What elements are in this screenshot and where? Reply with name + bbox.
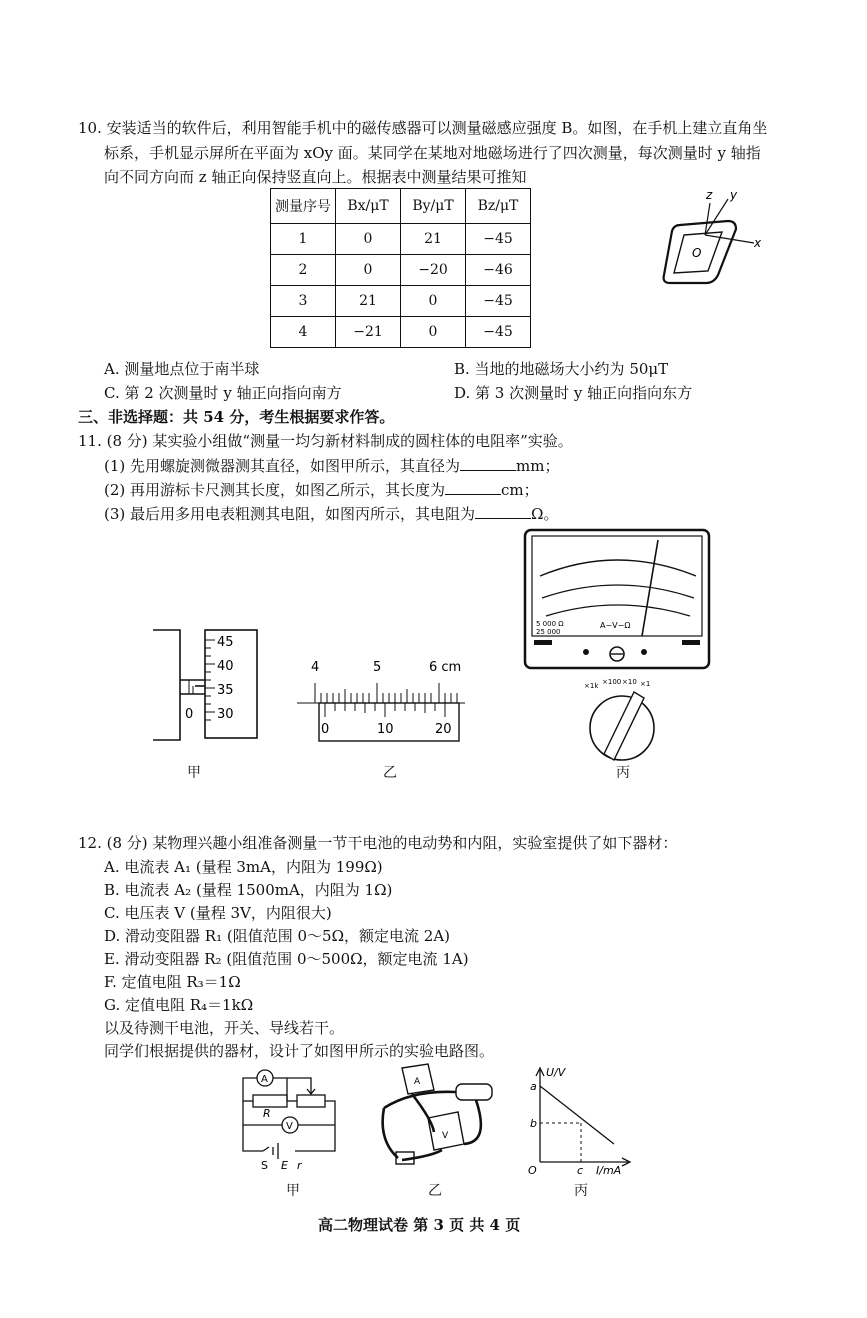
ammeter-symbol: A: [261, 1074, 268, 1085]
q12-item: B. 电流表 A₂ (量程 1500mA，内阻为 1Ω): [104, 881, 393, 899]
axis-x-label: x: [754, 236, 762, 250]
table-cell: 2: [271, 255, 336, 286]
axis-y-label: y: [730, 188, 738, 202]
table-cell: 0: [336, 255, 401, 286]
table-cell: −21: [336, 317, 401, 348]
micrometer-label: 40: [217, 659, 234, 674]
table-cell: −20: [401, 255, 466, 286]
origin-label: O: [692, 246, 702, 260]
caliper-vernier-label: 10: [377, 722, 394, 737]
table-row: [271, 255, 531, 286]
table-cell: 3: [271, 286, 336, 317]
graph-x-label: I/mA: [596, 1164, 622, 1177]
table-header: Bx/μT: [336, 189, 401, 224]
emf-label: E: [281, 1159, 288, 1172]
apparatus-voltmeter: V: [442, 1131, 449, 1141]
meter-low-label: 25 000: [536, 628, 561, 636]
q10-line1: 10. 安装适当的软件后，利用智能手机中的磁传感器可以测量磁感应强度 B。如图，在手机上建立直角坐: [78, 119, 768, 137]
q10-line3: 向不同方向而 z 轴正向保持竖直向上。根据表中测量结果可推知: [104, 168, 527, 186]
table-cell: −46: [466, 255, 531, 286]
q11-part2-text: (2) 再用游标卡尺测其长度，如图乙所示，其长度为: [104, 481, 446, 499]
micrometer-label: 45: [217, 635, 234, 650]
micrometer-zero: 0: [185, 707, 194, 722]
table-cell: 1: [271, 224, 336, 255]
figure-caption: 乙: [428, 1183, 442, 1199]
circuit-figure: [235, 1063, 345, 1178]
apparatus-figure: [372, 1060, 502, 1175]
answer-blank[interactable]: [475, 504, 531, 519]
caliper-figure: [295, 655, 470, 745]
figure-caption: 甲: [187, 765, 201, 781]
phone-axes-figure: [650, 185, 770, 295]
q11-part1-text: (1) 先用螺旋测微器测其直径，如图甲所示，其直径为: [104, 457, 461, 475]
table-header: Bz/μT: [466, 189, 531, 224]
answer-blank[interactable]: [445, 480, 501, 495]
knob-label: ×100: [602, 678, 622, 686]
q10-line2: 标系，手机显示屏所在平面为 xOy 面。某同学在某地对地磁场进行了四次测量，每次测量时 y 轴指: [104, 144, 761, 162]
micrometer-label: 30: [217, 707, 234, 722]
section-3-heading: 三、非选择题：共 54 分，考生根据要求作答。: [78, 408, 395, 426]
table-cell: 0: [336, 224, 401, 255]
voltmeter-symbol: V: [286, 1121, 293, 1132]
knob-label: ×1: [640, 680, 651, 688]
q11-part2-unit: cm；: [501, 481, 539, 499]
q11-part3-unit: Ω。: [531, 505, 559, 523]
meter-low-label: 5 000 Ω: [536, 620, 564, 628]
table-row: [271, 317, 531, 348]
q10-option-d: D. 第 3 次测量时 y 轴正向指向东方: [454, 384, 693, 402]
table-header: 测量序号: [271, 189, 336, 224]
q12-item: F. 定值电阻 R₃＝1Ω: [104, 973, 241, 991]
q11-part1-unit: mm；: [516, 457, 560, 475]
internal-resistance-label: r: [297, 1159, 302, 1172]
micrometer-label: 35: [217, 683, 234, 698]
q11-stem: 11. (8 分) 某实验小组做“测量一均匀新材料制成的圆柱体的电阻率”实验。: [78, 432, 573, 450]
q11-part3: [104, 503, 558, 524]
apparatus-ammeter: A: [414, 1077, 421, 1087]
q12-item: D. 滑动变阻器 R₁ (阻值范围 0～5Ω，额定电流 2A): [104, 927, 451, 945]
q10-option-b: B. 当地的地磁场大小约为 50μT: [454, 360, 669, 378]
q12-item: E. 滑动变阻器 R₂ (阻值范围 0～500Ω，额定电流 1A): [104, 950, 469, 968]
graph-y-label: U/V: [546, 1066, 566, 1079]
resistor-label: R: [263, 1107, 271, 1120]
table-cell: 4: [271, 317, 336, 348]
micrometer-figure: [145, 628, 265, 743]
q12-stem: 12. (8 分) 某物理兴趣小组准备测量一节干电池的电动势和内阻，实验室提供了如下器材：: [78, 834, 678, 852]
knob-label: ×10: [622, 678, 637, 686]
table-row: [271, 286, 531, 317]
ui-graph: [520, 1062, 635, 1177]
graph-point-a: a: [530, 1080, 537, 1093]
figure-caption: 丙: [574, 1183, 588, 1199]
table-cell: 21: [401, 224, 466, 255]
caliper-vernier-label: 0: [321, 722, 330, 737]
table-cell: 0: [401, 286, 466, 317]
knob-label: ×1k: [584, 682, 599, 690]
table-cell: 0: [401, 317, 466, 348]
figure-caption: 甲: [286, 1183, 300, 1199]
figure-caption: 乙: [383, 765, 397, 781]
switch-label: S: [261, 1159, 268, 1172]
graph-origin: O: [528, 1164, 537, 1177]
multimeter-figure: [520, 528, 715, 768]
table-header: By/μT: [401, 189, 466, 224]
graph-point-c: c: [577, 1164, 584, 1177]
caliper-vernier-label: 20: [435, 722, 452, 737]
table-row: [271, 224, 531, 255]
answer-blank[interactable]: [460, 456, 516, 471]
meter-mode-label: A−V−Ω: [600, 621, 631, 630]
q12-item: C. 电压表 V (量程 3V，内阻很大): [104, 904, 332, 922]
caliper-main-label: 6 cm: [429, 660, 462, 675]
caliper-main-label: 4: [311, 660, 320, 675]
q12-tail1: 以及待测干电池，开关、导线若干。: [104, 1019, 345, 1037]
graph-point-b: b: [530, 1117, 537, 1130]
q10-option-c: C. 第 2 次测量时 y 轴正向指向南方: [104, 384, 342, 402]
q11-part3-text: (3) 最后用多用电表粗测其电阻，如图丙所示，其电阻为: [104, 505, 476, 523]
page-footer: 高二物理试卷 第 3 页 共 4 页: [318, 1216, 521, 1234]
q10-option-a: A. 测量地点位于南半球: [104, 360, 260, 378]
measurement-table: [270, 188, 531, 348]
table-cell: 21: [336, 286, 401, 317]
q12-item: A. 电流表 A₁ (量程 3mA，内阻为 199Ω): [104, 858, 383, 876]
caliper-main-label: 5: [373, 660, 382, 675]
table-cell: −45: [466, 224, 531, 255]
figure-caption: 丙: [616, 765, 630, 781]
q11-part1: [104, 455, 559, 476]
table-cell: −45: [466, 317, 531, 348]
q11-part2: [104, 479, 539, 500]
table-cell: −45: [466, 286, 531, 317]
q12-tail2: 同学们根据提供的器材，设计了如图甲所示的实验电路图。: [104, 1042, 495, 1060]
axis-z-label: z: [706, 188, 713, 202]
q12-item: G. 定值电阻 R₄＝1kΩ: [104, 996, 254, 1014]
